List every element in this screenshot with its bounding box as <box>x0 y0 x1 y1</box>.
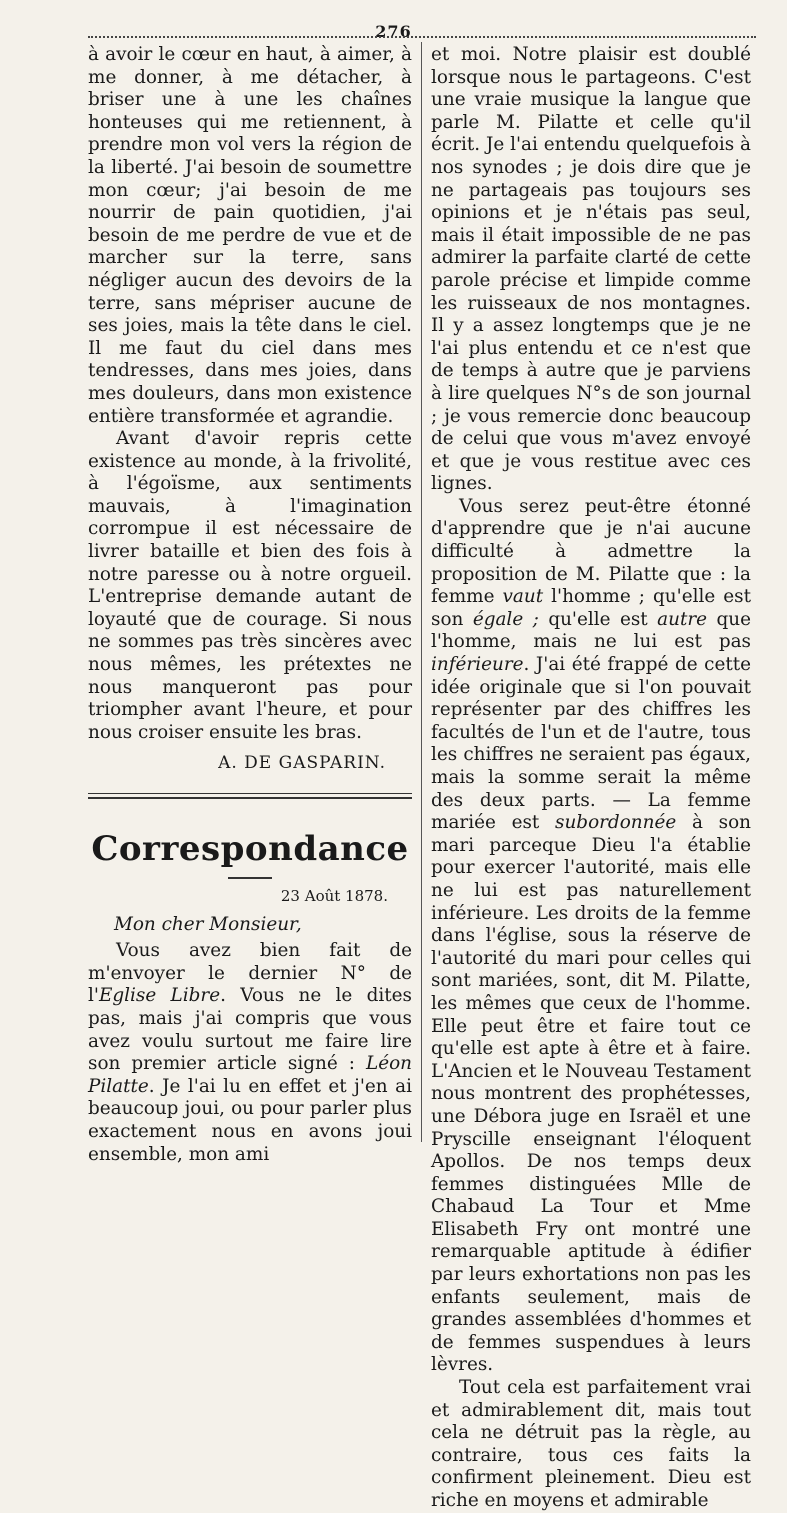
paragraph: et moi. Notre plaisir est doublé lorsque nous le partageons. C'est une vraie musique la langue que parle M. Pilatte et celle qu'il écrit. Je l'ai entendu quelquefois à nos synodes ; je dois dire que je ne partageais pas toujours ses opinions et je n'étais pas seul, mais il était impossible de ne pas admirer la parfaite clarté de cette parole précise et limpide comme les ruisseaux de nos montagnes. Il y a assez longtemps que je ne l'ai plus entendu et ce n'est que de temps à autre que je parviens à lire quelques N°s de son journal ; je vous remercie donc beaucoup de celui que vous m'avez envoyé et que je vous restitue avec ces lignes. <box>431 44 751 495</box>
emphasis: égale ; <box>472 608 539 630</box>
text-run: l'homme ; qu'elle est son <box>431 586 751 630</box>
text-run: . Je l'ai lu en effet et j'en ai beaucoup joui, ou pour parler plus exactement nous en avons joui ensemble, mon ami <box>88 1075 412 1165</box>
right-column <box>431 44 751 1513</box>
emphasis: Eglise Libre <box>98 985 221 1007</box>
emphasis: vaut <box>502 586 544 608</box>
text-run: . Vous ne le dites pas, mais j'ai compris que vous avez voulu surtout me faire lire son premier article signé : <box>88 985 412 1075</box>
paragraph: Avant d'avoir repris cette existence au monde, à la frivolité, à l'égoïsme, aux sentiments mauvais, à l'imagination corrompue il est nécessaire de livrer bataille et bien des fois à notre paresse ou à notre orgueil. L'entreprise demande autant de loyauté que de courage. Si nous ne sommes pas très sincères avec nous mêmes, les prétextes ne nous manqueront pas pour triompher avant l'heure, et pour nous croiser ensuite les bras. <box>88 428 412 743</box>
emphasis: inférieure <box>431 654 524 676</box>
emphasis: subordonnée <box>555 812 677 834</box>
emphasis: autre <box>657 608 708 630</box>
text-run: Vous avez bien fait de m'envoyer le dernier N° de l' <box>88 940 412 1007</box>
text-run: que l'homme, mais ne lui est pas <box>431 608 751 653</box>
page-number: 276 <box>375 22 412 41</box>
text-run: à son mari parceque Dieu l'a établie pour exercer l'autorité, mais elle ne lui est pas naturellement inférieure. Les droits de la femme dans l'église, sous la réserve de l'autorité du mari pour celles qui sont mariées, sont, dit M. Pilatte, les mêmes que ceux de l'homme. Elle peut être et faire tout ce qu'elle est apte à être et à faire. L'Ancien et le Nouveau Testament nous montrent des prophétesses, une Débora juge en Israël et une Pryscille enseignant l'éloquent Apollos. De nos temps deux femmes distinguées Mlle de Chabaud La Tour et Mme Elisabeth Fry ont montré une remarquable aptitude à édifier par leurs exhortations non pas les enfants seulement, mais de grandes assemblées d'hommes et de femmes suspendues à leurs lèvres. <box>431 812 752 1376</box>
emphasis: Léon Pilatte <box>88 1053 412 1097</box>
section-rule <box>88 797 412 799</box>
text-run: Vous serez peut-être étonné d'apprendre que je n'ai aucune difficulté à admettre la proposition de M. Pilatte que : la femme <box>431 495 751 608</box>
text-run: qu'elle est <box>538 608 658 630</box>
left-column <box>88 44 412 1166</box>
column-divider <box>421 42 422 1142</box>
signature: A. DE GASPARIN. <box>218 753 386 774</box>
paragraph <box>88 940 412 1166</box>
section-title: Correspondance <box>91 829 409 869</box>
paragraph: à avoir le cœur en haut, à aimer, à me donner, à me détacher, à briser une à une les chaînes honteuses qui me retiennent, à prendre mon vol vers la région de la liberté. J'ai besoin de soumettre mon cœur; j'ai besoin de me nourrir de pain quotidien, j'ai besoin de me perdre de vue et de marcher sur la terre, sans négliger aucun des devoirs de la terre, sans mépriser aucune de ses joies, mais la tête dans le ciel. Il me faut du ciel dans mes tendresses, dans mes joies, dans mes douleurs, dans mon existence entière transformée et agrandie. <box>88 44 412 427</box>
salutation: Mon cher Monsieur, <box>114 913 302 935</box>
dateline: 23 Août 1878. <box>280 887 388 905</box>
paragraph <box>431 496 751 1377</box>
section-rule <box>88 793 412 794</box>
top-rule <box>88 36 756 38</box>
title-dash <box>228 877 272 879</box>
text-run: . J'ai été frappé de cette idée originale que si l'on pouvait représenter par des chiffres les facultés de l'un et de l'autre, tous les chiffres ne seraient pas égaux, mais la somme serait la même des deux parts. — La femme mariée est <box>431 654 751 834</box>
paragraph: Tout cela est parfaitement vrai et admirablement dit, mais tout cela ne détruit pas la règle, au contraire, tous ces faits la confirment pleinement. Dieu est riche en moyens et admirable <box>431 1377 751 1511</box>
